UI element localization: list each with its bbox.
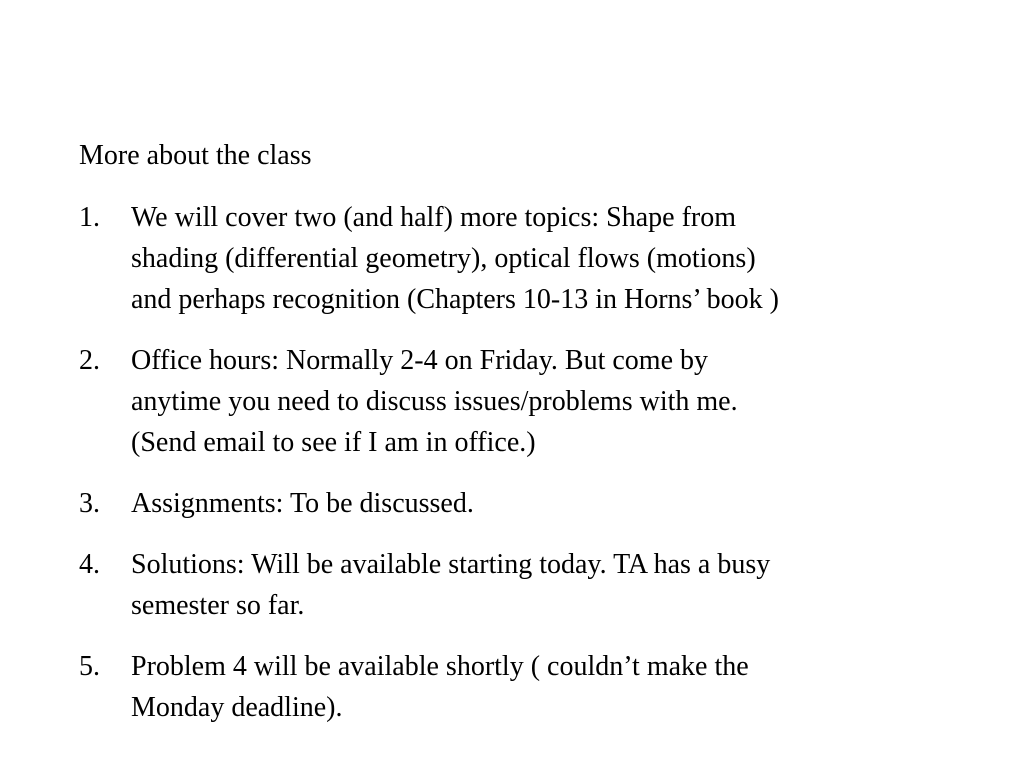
item-text <box>131 197 959 320</box>
item-number: 5. <box>79 651 100 682</box>
item-text <box>131 646 959 728</box>
item-text-line: Office hours: Normally 2-4 on Friday. But come by <box>131 345 709 376</box>
item-text-line: We will cover two (and half) more topics: Shape from <box>131 202 737 233</box>
item-text-line: Problem 4 will be available shortly ( couldn’t make the <box>131 651 749 682</box>
item-text-line: Monday deadline). <box>131 692 343 723</box>
slide-title: More about the class <box>79 140 312 171</box>
item-text-line: (Send email to see if I am in office.) <box>131 427 536 458</box>
item-text-line: Solutions: Will be available starting today. TA has a busy <box>131 549 771 580</box>
item-text-line: Assignments: To be discussed. <box>131 488 474 519</box>
item-number: 3. <box>79 488 100 519</box>
item-text <box>131 340 959 463</box>
item-text-line: semester so far. <box>131 590 305 621</box>
item-text-line: anytime you need to discuss issues/problems with me. <box>131 386 738 417</box>
item-text-line: and perhaps recognition (Chapters 10-13 in Horns’ book ) <box>131 284 779 315</box>
item-number: 4. <box>79 549 100 580</box>
item-text <box>131 483 959 524</box>
item-number: 1. <box>79 202 100 233</box>
item-number: 2. <box>79 345 100 376</box>
item-text-line: shading (differential geometry), optical flows (motions) <box>131 243 756 274</box>
item-text <box>131 544 959 626</box>
